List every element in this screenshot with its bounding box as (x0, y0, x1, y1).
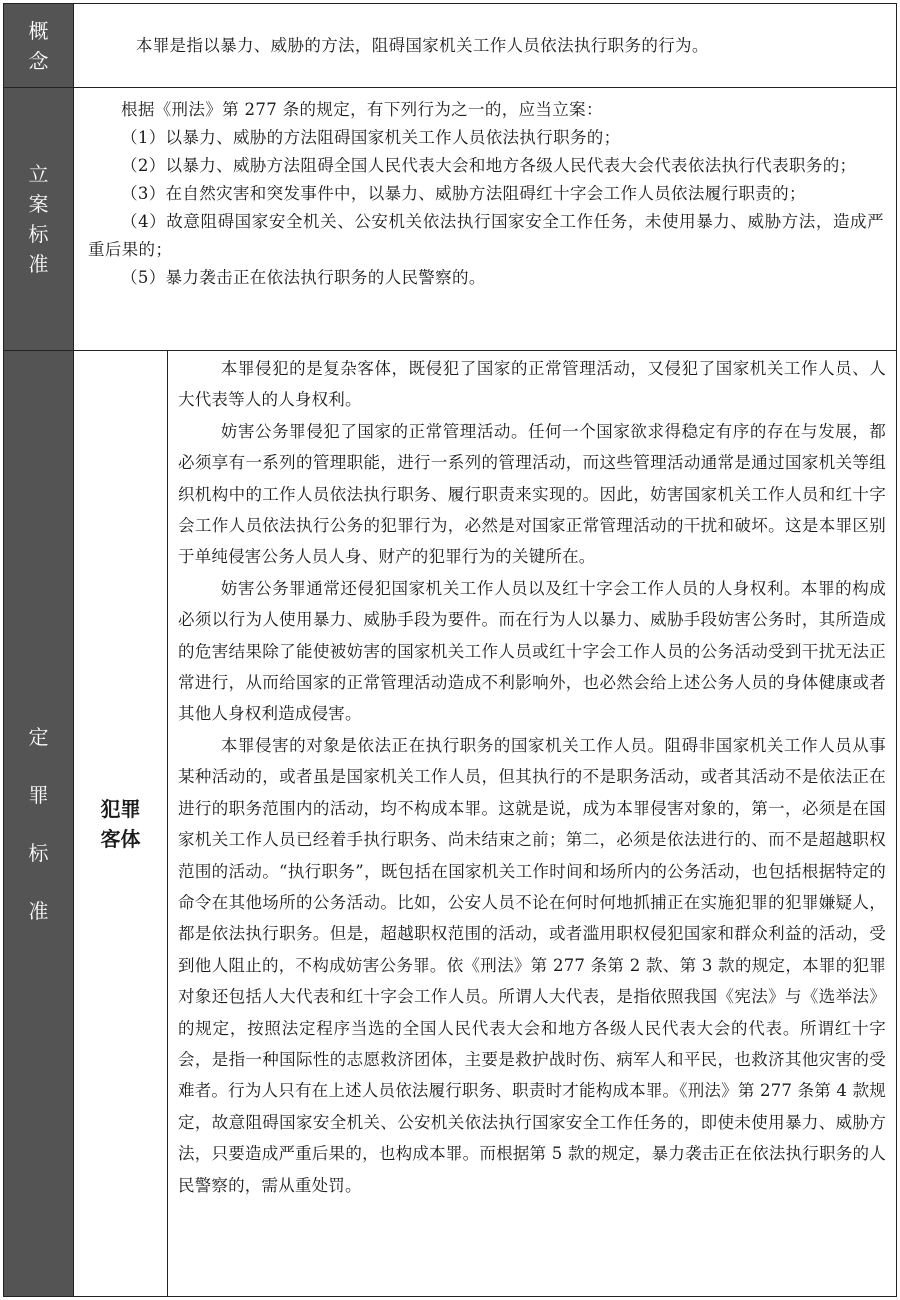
filing-standard-label (4, 88, 74, 350)
conviction-paragraph-3: 妨害公务罪通常还侵犯国家机关工作人员以及红十字会工作人员的人身权利。本罪的构成必须以行为人使用暴力、威胁手段为要件。而在行为人以暴力、威胁手段妨害公务时，其所造成的危害结果除了能使被妨害的国家机关工作人员或红十字会工作人员的公务活动受到干扰无法正常进行，从而给国家的正常管理活动造成不利影响外，也必然会给上述公务人员的身体健康或者其他人身权利造成侵害。 (178, 578, 886, 724)
filing-standard-row (4, 88, 896, 351)
conviction-paragraph-1: 本罪侵犯的是复杂客体，既侵犯了国家的正常管理活动，又侵犯了国家机关工作人员、人大代表等人的人身权利。 (178, 359, 886, 410)
concept-content (74, 4, 896, 87)
filing-standard-content (74, 88, 896, 350)
conviction-standard-row (4, 351, 896, 1296)
label-char: 案 (28, 192, 49, 216)
filing-item-4: （4）故意阻碍国家安全机关、公安机关依法执行国家安全工作任务，未使用暴力、威胁方法，造成严重后果的； (88, 212, 884, 259)
label-char: 标 (28, 222, 49, 246)
label-char: 定 (28, 724, 49, 749)
label-char: 概 (28, 18, 49, 43)
filing-intro: 根据《刑法》第 277 条的规定，有下列行为之一的，应当立案： (121, 100, 603, 119)
sub-label-line: 犯罪 (100, 796, 141, 821)
crime-object-content (168, 351, 896, 1296)
crime-object-label (74, 351, 168, 1296)
filing-item-3: （3）在自然灾害和突发事件中，以暴力、威胁方法阻碍红十字会工作人员依法履行职责的； (121, 184, 806, 203)
label-char: 准 (28, 252, 49, 276)
sub-label-line: 客体 (100, 826, 141, 851)
filing-item-1: （1）以暴力、威胁的方法阻碍国家机关工作人员依法执行职务的； (121, 128, 621, 147)
concept-row (4, 4, 896, 88)
label-char: 罪 (28, 782, 49, 807)
conviction-paragraph-2: 妨害公务罪侵犯了国家的正常管理活动。任何一个国家欲求得稳定有序的存在与发展，都必须享有一系列的管理职能，进行一系列的管理活动，而这些管理活动通常是通过国家机关等组织机构中的工作人员依法执行职务、履行职责来实现的。因此，妨害国家机关工作人员和红十字会工作人员依法执行公务的犯罪行为，必然是对国家正常管理活动的干扰和破坏。这是本罪区别于单纯侵害公务人员人身、财产的犯罪行为的关键所在。 (178, 421, 886, 567)
concept-label (4, 4, 74, 87)
conviction-paragraph-4: 本罪侵害的对象是依法正在执行职务的国家机关工作人员。阻碍非国家机关工作人员从事某种活动的，或者虽是国家机关工作人员，但其执行的不是职务活动，或者其活动不是依法正在进行的职务范围内的活动，均不构成本罪。这就是说，成为本罪侵害对象的，第一，必须是在国家机关工作人员已经着手执行职务、尚未结束之前；第二，必须是依法进行的、而不是超越职权范围的活动。“执行职务”，既包括在国家机关工作时间和场所内的公务活动，也包括根据特定的命令在其他场所的公务活动。比如，公安人员不论在何时何地抓捕正在实施犯罪的犯罪嫌疑人，都是依法执行职务。但是，超越职权范围的活动，或者滥用职权侵犯国家和群众利益的活动，受到他人阻止的，不构成妨害公务罪。依《刑法》第 277 条第 2 款、第 3 款的规定，本罪的犯罪对象还包括人大代表和红十字会工作人员。所谓人大代表，是指依照我国《宪法》与《选举法》的规定，按照法定程序当选的全国人民代表大会和地方各级人民代表大会的代表。所谓红十字会，是指一种国际性的志愿救济团体，主要是救护战时伤、病军人和平民，也救济其他灾害的受难者。行为人只有在上述人员依法履行职务、职责时才能构成本罪。《刑法》第 277 条第 4 款规定，故意阻碍国家安全机关、公安机关依法执行国家安全工作任务的，即使未使用暴力、威胁方法，只要造成严重后果的，也构成本罪。而根据第 5 款的规定，暴力袭击正在依法执行职务的人民警察的，需从重处罚。 (178, 735, 886, 1195)
label-char: 标 (28, 840, 49, 865)
concept-text: 本罪是指以暴力、威胁的方法，阻碍国家机关工作人员依法执行职务的行为。 (135, 35, 709, 55)
conviction-standard-label (4, 351, 74, 1296)
label-char: 念 (28, 48, 49, 73)
filing-item-5: （5）暴力袭击正在依法执行职务的人民警察的。 (121, 268, 486, 287)
legal-standard-table (3, 3, 897, 1297)
filing-item-2: （2）以暴力、威胁方法阻碍全国人民代表大会和地方各级人民代表大会代表依法执行代表职务的； (121, 156, 857, 175)
label-char: 准 (28, 898, 49, 923)
label-char: 立 (28, 162, 49, 186)
